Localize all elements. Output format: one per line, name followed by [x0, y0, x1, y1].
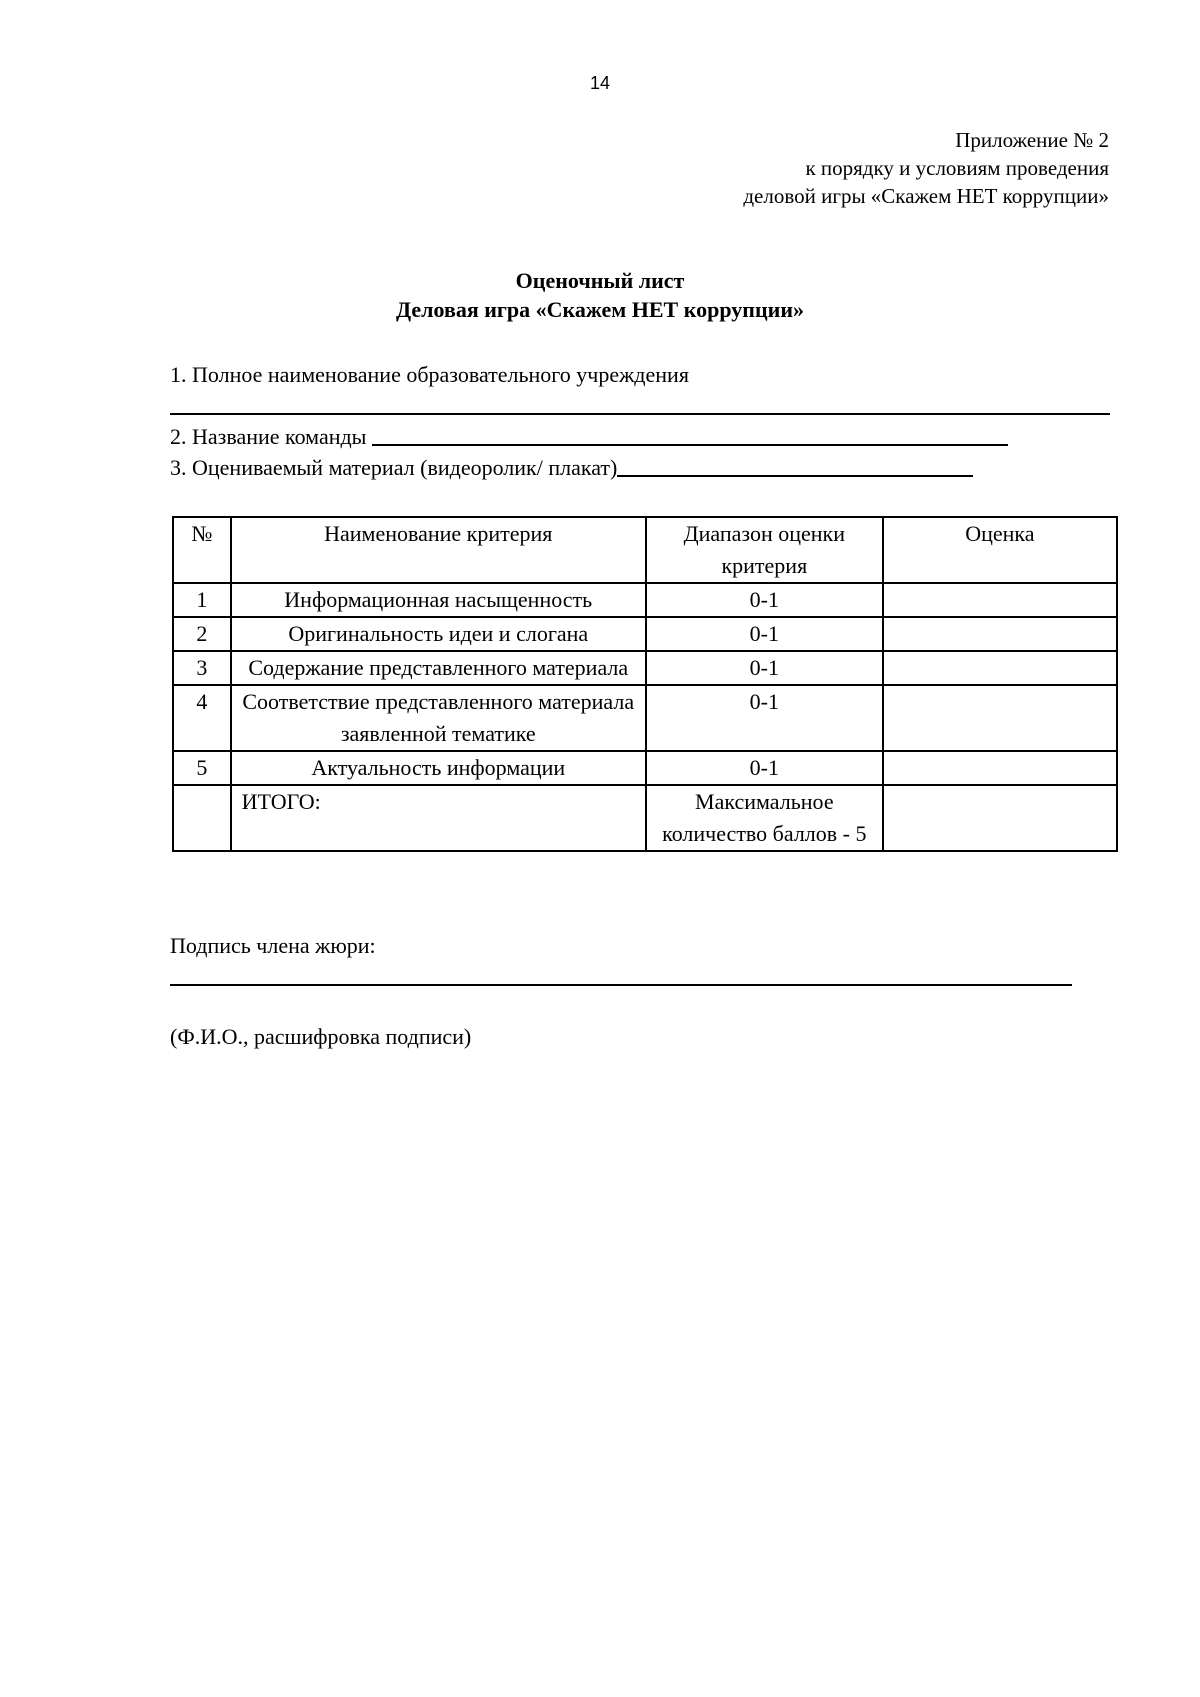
document-title — [0, 266, 1200, 324]
appendix-line-2: к порядку и условиям проведения — [805, 156, 1109, 180]
row-num: 2 — [173, 617, 231, 651]
signature-input-line[interactable] — [170, 984, 1072, 986]
institution-input-line[interactable] — [170, 413, 1110, 415]
title-line-1: Оценочный лист — [515, 268, 685, 293]
page-number: 14 — [589, 73, 611, 93]
form-fields — [170, 359, 1118, 483]
row-num: 3 — [173, 651, 231, 685]
total-score-cell[interactable] — [883, 785, 1117, 851]
team-field-row — [170, 421, 1118, 452]
row-score-cell[interactable] — [883, 685, 1117, 751]
material-input-line[interactable] — [617, 475, 973, 477]
table-total-row — [173, 785, 1117, 851]
material-label: 3. Оцениваемый материал (видеоролик/ плакат) — [170, 455, 618, 480]
header-range: Диапазон оценки критерия — [646, 517, 883, 583]
header-score: Оценка — [883, 517, 1117, 583]
institution-field-label-row — [170, 359, 1118, 390]
row-score-cell[interactable] — [883, 751, 1117, 785]
row-score-cell[interactable] — [883, 583, 1117, 617]
institution-label: 1. Полное наименование образовательного учреждения — [170, 362, 689, 387]
team-label: 2. Название команды — [170, 424, 367, 449]
row-range: 0-1 — [646, 751, 883, 785]
row-num: 1 — [173, 583, 231, 617]
table-row — [173, 751, 1117, 785]
title-line-2: Деловая игра «Скажем НЕТ коррупции» — [395, 297, 805, 322]
table-row — [173, 617, 1117, 651]
row-name: Содержание представленного материала — [231, 651, 646, 685]
table-row — [173, 685, 1117, 751]
row-num: 5 — [173, 751, 231, 785]
appendix-header — [743, 126, 1109, 210]
signature-label: Подпись члена жюри: — [170, 933, 376, 958]
total-num-empty — [173, 785, 231, 851]
appendix-line-1: Приложение № 2 — [955, 128, 1109, 152]
row-range: 0-1 — [646, 583, 883, 617]
row-score-cell[interactable] — [883, 617, 1117, 651]
row-score-cell[interactable] — [883, 651, 1117, 685]
table-header-row — [173, 517, 1117, 583]
row-range: 0-1 — [646, 685, 883, 751]
row-num: 4 — [173, 685, 231, 751]
row-name: Соответствие представленного материала заявленной тематике — [231, 685, 646, 751]
signature-hint: (Ф.И.О., расшифровка подписи) — [170, 1024, 472, 1049]
total-range: Максимальное количество баллов - 5 — [646, 785, 883, 851]
appendix-line-3: деловой игры «Скажем НЕТ коррупции» — [743, 184, 1109, 208]
table-row — [173, 583, 1117, 617]
table-row — [173, 651, 1117, 685]
row-range: 0-1 — [646, 617, 883, 651]
header-name: Наименование критерия — [231, 517, 646, 583]
row-name: Информационная насыщенность — [231, 583, 646, 617]
institution-field-line-row — [170, 390, 1118, 421]
material-field-row — [170, 452, 1118, 483]
header-num: № — [173, 517, 231, 583]
total-label: ИТОГО: — [231, 785, 646, 851]
row-name: Оригинальность идеи и слогана — [231, 617, 646, 651]
row-name: Актуальность информации — [231, 751, 646, 785]
team-input-line[interactable] — [372, 444, 1008, 446]
criteria-table — [172, 516, 1118, 852]
row-range: 0-1 — [646, 651, 883, 685]
